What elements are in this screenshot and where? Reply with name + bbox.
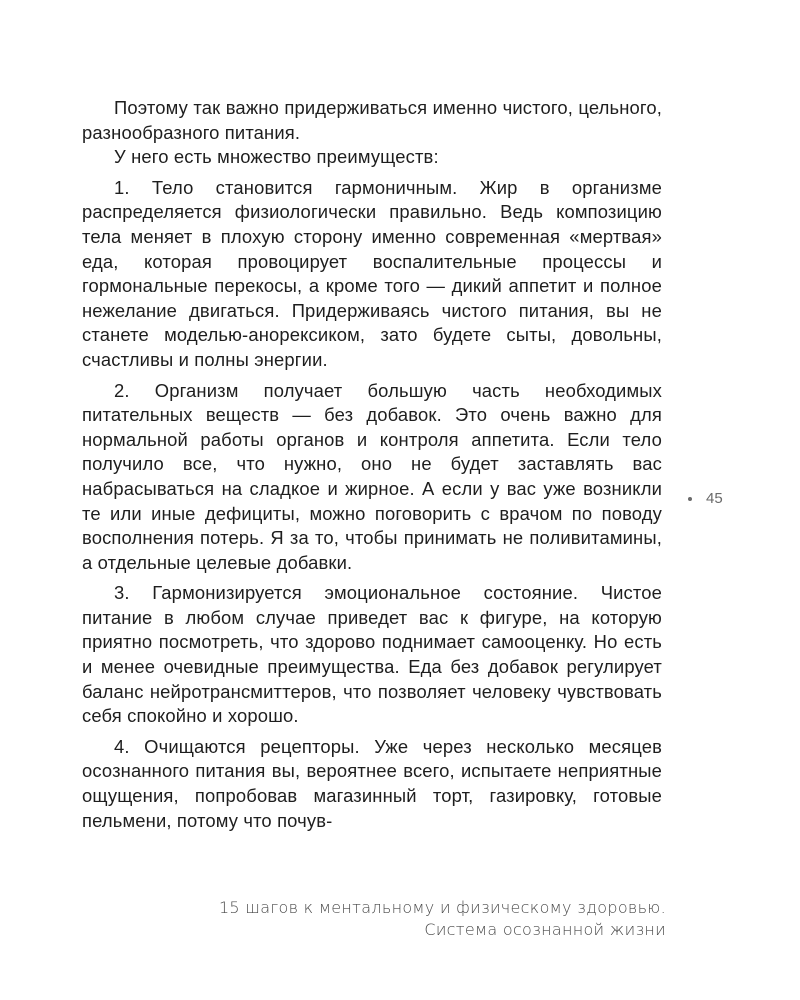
paragraph: 2. Организм получает большую часть необходимых питательных веществ — без добавок. Это очень важно для нормальной работы органов и контроля аппетита. Если тело получило все, что нужно, оно не будет заставлять вас набрасываться на сладкое и жирное. А если у вас уже возникли те или иные дефициты, можно поговорить с врачом по поводу восполнения потерь. Я за то, чтобы принимать не поливитамины, а отдельные целевые добавки. [82,379,662,573]
footer-line-1: 15 шагов к ментальному и физическому здоровью. [218,898,666,917]
bullet-dot-icon [688,497,692,501]
paragraph: 4. Очищаются рецепторы. Уже через несколько месяцев осознанного питания вы, вероятнее всего, испытаете неприятные ощущения, попробовав магазинный торт, газировку, готовые пельмени, потому что почув- [82,735,662,831]
page-number-marker [688,490,723,507]
paragraph: У него есть множество преимуществ: [114,146,439,168]
running-footer [219,897,666,941]
page-number: 45 [706,490,723,507]
paragraph: 3. Гармонизируется эмоциональное состояние. Чистое питание в любом случае приведет вас к фигуре, на которую приятно посмотреть, что здорово поднимает самооценку. Но есть и менее очевидные преимущества. Еда без добавок регулирует баланс нейротрансмиттеров, что позволяет человеку чувствовать себя спокойно и хорошо. [82,582,662,727]
body-text [82,96,662,833]
footer-line-2: Система осознанной жизни [424,920,666,939]
paragraph: Поэтому так важно придерживаться именно чистого, цельного, разнообразного питания. [82,97,662,143]
paragraph: 1. Тело становится гармоничным. Жир в организме распределяется физиологически правильно. Ведь композицию тела меняет в плохую сторону именно современная «мертвая» еда, которая провоцирует воспалительные процессы и гормональные перекосы, а кроме того — дикий аппетит и полное нежелание двигаться. Придерживаясь чистого питания, вы не станете моделью-анорексиком, зато будете сыты, довольны, счастливы и полны энергии. [82,176,662,370]
